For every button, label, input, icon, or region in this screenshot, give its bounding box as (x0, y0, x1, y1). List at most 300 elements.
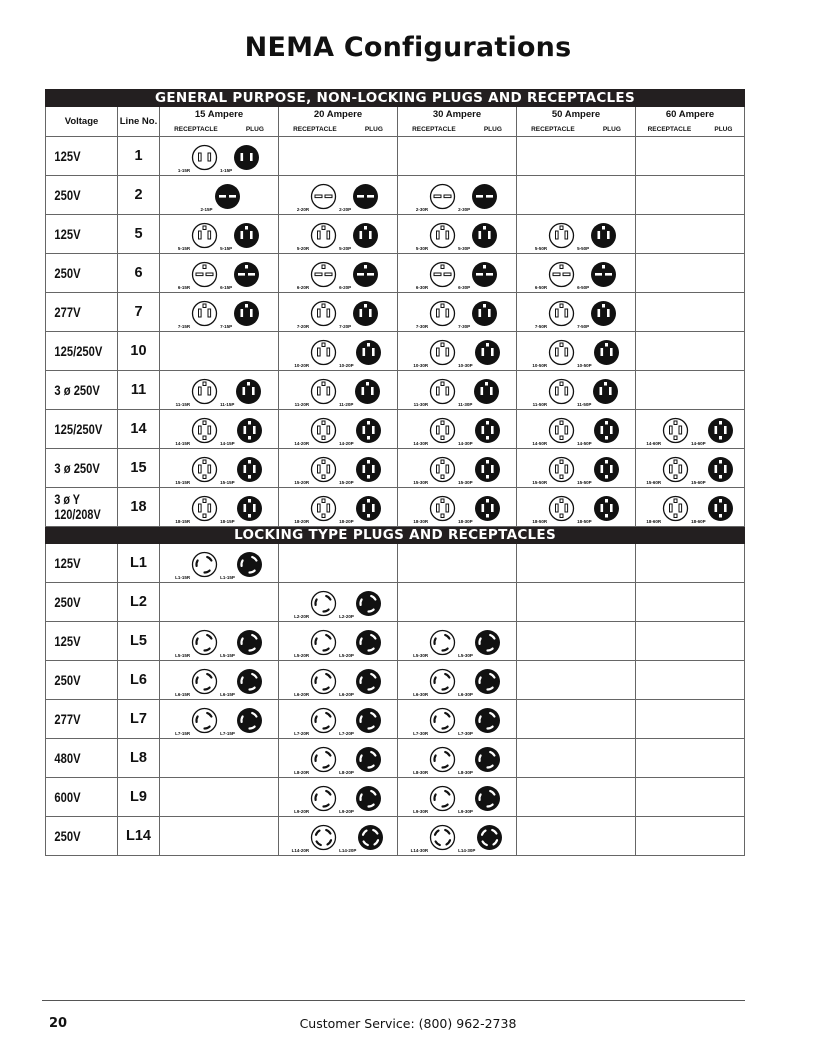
configuration-row (46, 778, 745, 817)
receptacle-face-icon (310, 183, 337, 210)
ampere-cell (279, 176, 398, 215)
plug-configuration (691, 417, 734, 448)
receptacle-configuration (175, 551, 218, 582)
receptacle-face-icon (429, 417, 456, 444)
device-pair (279, 661, 397, 699)
plug-face-icon (474, 339, 501, 366)
receptacle-configuration (416, 222, 456, 253)
device-pair (517, 254, 635, 292)
line-no-column-header: Line No. (118, 107, 160, 137)
receptacle-configuration (532, 495, 575, 526)
configuration-code: 14-50R (532, 441, 548, 446)
configuration-code: L2-20R (294, 614, 310, 619)
ampere-cell (636, 176, 745, 215)
receptacle-face-icon (191, 222, 218, 249)
ampere-cell (517, 544, 636, 583)
device-pair (160, 254, 278, 292)
receptacle-configuration (294, 495, 337, 526)
plug-face-icon (355, 590, 382, 617)
plug-label: PLUG (483, 125, 502, 133)
ampere-cell (160, 817, 279, 856)
configuration-code: 2-30R (415, 207, 429, 212)
ampere-cell (160, 176, 279, 215)
configuration-code: L5-20P (339, 653, 354, 658)
receptacle-configuration (416, 300, 456, 331)
ampere-cell (398, 215, 517, 254)
line-number-cell: L14 (118, 817, 160, 856)
configuration-code: 7-15P (220, 324, 233, 329)
page-title: NEMA Configurations (244, 32, 572, 63)
ampere-cell (160, 410, 279, 449)
configuration-code: L9-30R (413, 809, 429, 814)
plug-face-icon (352, 183, 379, 210)
device-pair (398, 371, 516, 409)
device-pair (398, 488, 516, 526)
configuration-code: 2-20R (296, 207, 310, 212)
device-pair (398, 449, 516, 487)
configuration-row (46, 332, 745, 371)
ampere-cell (636, 817, 745, 856)
device-pair (160, 544, 278, 582)
ampere-header: 30 Ampere (398, 107, 517, 123)
configuration-code: 2-15P (200, 207, 213, 212)
device-pair (517, 449, 635, 487)
ampere-cell (160, 739, 279, 778)
receptacle-configuration (175, 629, 218, 660)
configuration-code: L7-30P (458, 731, 473, 736)
ampere-cell (517, 700, 636, 739)
configuration-row (46, 215, 745, 254)
receptacle-face-icon (429, 785, 456, 812)
ampere-cell (517, 293, 636, 332)
ampere-cell (279, 293, 398, 332)
ampere-cell (398, 544, 517, 583)
receptacle-face-icon (310, 707, 337, 734)
configuration-code: 18-30P (458, 519, 473, 524)
plug-configuration (458, 456, 501, 487)
plug-face-icon (476, 824, 503, 851)
receptacle-plug-subheader (160, 122, 279, 137)
configuration-code: L14-20R (291, 848, 310, 853)
ampere-cell (160, 661, 279, 700)
section-title: LOCKING TYPE PLUGS AND RECEPTACLES (46, 527, 745, 544)
device-pair (279, 254, 397, 292)
receptacle-configuration (294, 785, 337, 816)
line-number-cell: 5 (118, 215, 160, 254)
receptacle-face-icon (191, 144, 218, 171)
plug-face-icon (593, 495, 620, 522)
device-pair (398, 661, 516, 699)
ampere-cell (160, 332, 279, 371)
configuration-row (46, 488, 745, 527)
line-number-cell: 10 (118, 332, 160, 371)
plug-configuration (577, 417, 620, 448)
plug-configuration (458, 785, 501, 816)
configuration-code: 18-50P (577, 519, 592, 524)
ampere-cell (160, 700, 279, 739)
plug-configuration (577, 339, 620, 370)
plug-face-icon (355, 746, 382, 773)
voltage-column-header: Voltage (46, 107, 118, 137)
ampere-cell (398, 254, 517, 293)
configuration-code: L5-30R (413, 653, 429, 658)
receptacle-configuration (294, 590, 337, 621)
device-pair (160, 293, 278, 331)
device-pair (279, 332, 397, 370)
receptacle-configuration (413, 456, 456, 487)
line-number-cell: 1 (118, 137, 160, 176)
receptacle-face-icon (429, 300, 456, 327)
ampere-header: 60 Ampere (636, 107, 745, 123)
ampere-cell (636, 544, 745, 583)
receptacle-configuration (532, 456, 575, 487)
receptacle-face-icon (429, 495, 456, 522)
receptacle-face-icon (310, 629, 337, 656)
ampere-header-row (46, 107, 745, 123)
receptacle-configuration (413, 707, 456, 738)
voltage-cell: 250V (46, 176, 104, 215)
plug-configuration (458, 261, 498, 292)
configuration-code: 14-20P (339, 441, 354, 446)
receptacle-face-icon (191, 378, 218, 405)
plug-configuration (691, 456, 734, 487)
configuration-code: 14-60P (691, 441, 706, 446)
device-pair (398, 739, 516, 777)
configuration-row (46, 622, 745, 661)
footer-divider (42, 1000, 745, 1001)
line-number-cell: L8 (118, 739, 160, 778)
plug-label: PLUG (714, 125, 733, 133)
plug-face-icon (473, 378, 500, 405)
ampere-cell (398, 622, 517, 661)
plug-face-icon (233, 300, 260, 327)
plug-face-icon (236, 456, 263, 483)
configuration-code: 5-15R (177, 246, 191, 251)
configuration-code: 7-20R (296, 324, 310, 329)
receptacle-face-icon (191, 668, 218, 695)
device-pair (279, 215, 397, 253)
configuration-code: 10-50R (532, 363, 548, 368)
voltage-cell: 480V (46, 739, 104, 778)
ampere-header: 20 Ampere (279, 107, 398, 123)
plug-face-icon (355, 668, 382, 695)
receptacle-configuration (416, 261, 456, 292)
plug-face-icon (474, 785, 501, 812)
plug-face-icon (355, 417, 382, 444)
ampere-cell (517, 371, 636, 410)
receptacle-face-icon (310, 378, 337, 405)
voltage-cell: 3 ø 250V (46, 371, 104, 410)
plug-face-icon (355, 707, 382, 734)
configuration-code: 11-30P (458, 402, 473, 407)
device-pair (279, 583, 397, 621)
configuration-code: L7-20P (339, 731, 354, 736)
ampere-cell (398, 661, 517, 700)
receptacle-face-icon (191, 261, 218, 288)
configuration-code: 15-60P (691, 480, 706, 485)
line-number-cell: 14 (118, 410, 160, 449)
plug-configuration (220, 378, 262, 409)
voltage-cell: 125/250V (46, 410, 104, 449)
plug-face-icon (471, 261, 498, 288)
device-pair (279, 700, 397, 738)
ampere-cell (160, 293, 279, 332)
device-pair (279, 410, 397, 448)
line-number-cell: L6 (118, 661, 160, 700)
line-number-cell: 11 (118, 371, 160, 410)
plug-configuration (458, 746, 501, 777)
receptacle-configuration (411, 824, 457, 855)
ampere-cell (636, 215, 745, 254)
receptacle-face-icon (310, 261, 337, 288)
plug-face-icon (352, 261, 379, 288)
receptacle-configuration (535, 222, 575, 253)
plug-configuration (458, 339, 501, 370)
receptacle-face-icon (310, 495, 337, 522)
ampere-cell (279, 544, 398, 583)
ampere-cell (160, 215, 279, 254)
device-pair (398, 410, 516, 448)
plug-configuration (458, 300, 498, 331)
receptacle-configuration (294, 746, 337, 777)
device-pair (398, 176, 516, 214)
ampere-cell (517, 449, 636, 488)
line-number-cell: 7 (118, 293, 160, 332)
configuration-code: L7-20R (294, 731, 310, 736)
ampere-cell (279, 700, 398, 739)
device-pair (160, 488, 278, 526)
ampere-cell (636, 137, 745, 176)
configuration-code: 6-30R (415, 285, 429, 290)
plug-configuration (339, 495, 382, 526)
configuration-code: 6-50P (577, 285, 590, 290)
ampere-cell (279, 449, 398, 488)
receptacle-face-icon (429, 707, 456, 734)
receptacle-configuration (175, 668, 218, 699)
ampere-cell (279, 583, 398, 622)
ampere-cell (517, 215, 636, 254)
configuration-code: 7-50P (577, 324, 590, 329)
ampere-cell (517, 583, 636, 622)
configuration-code: L8-30R (413, 770, 429, 775)
plug-face-icon (352, 222, 379, 249)
plug-face-icon (233, 222, 260, 249)
ampere-cell (517, 332, 636, 371)
voltage-cell (46, 488, 104, 527)
device-pair (636, 488, 744, 526)
plug-face-icon (355, 339, 382, 366)
device-pair (279, 176, 397, 214)
plug-face-icon (593, 456, 620, 483)
configuration-code: 5-20P (339, 246, 352, 251)
voltage-cell: 125V (46, 544, 104, 583)
device-pair (160, 410, 278, 448)
plug-face-icon (236, 417, 263, 444)
configuration-code: 6-15R (177, 285, 191, 290)
configuration-row (46, 700, 745, 739)
plug-face-icon (474, 456, 501, 483)
receptacle-configuration (175, 456, 218, 487)
device-pair (160, 449, 278, 487)
configuration-code: L8-20P (339, 770, 354, 775)
ampere-cell (279, 817, 398, 856)
plug-configuration (339, 300, 379, 331)
configuration-code: L9-20P (339, 809, 354, 814)
plug-face-icon (707, 456, 734, 483)
configuration-row (46, 254, 745, 293)
plug-face-icon (474, 746, 501, 773)
receptacle-face-icon (429, 261, 456, 288)
configuration-code: L6-30R (413, 692, 429, 697)
device-pair (160, 215, 278, 253)
receptacle-face-icon (548, 378, 575, 405)
receptacle-configuration (294, 629, 337, 660)
receptacle-configuration (413, 417, 456, 448)
plug-configuration (577, 495, 620, 526)
configuration-code: 18-60R (646, 519, 662, 524)
configuration-code: 15-30R (413, 480, 429, 485)
plug-configuration (458, 824, 503, 855)
receptacle-configuration (532, 339, 575, 370)
configuration-code: 18-60P (691, 519, 706, 524)
receptacle-configuration (292, 824, 338, 855)
configuration-row (46, 293, 745, 332)
device-pair (398, 293, 516, 331)
plug-label: PLUG (245, 125, 264, 133)
plug-configuration (577, 456, 620, 487)
configuration-code: 10-20R (294, 363, 310, 368)
configuration-row (46, 739, 745, 778)
plug-configuration (458, 495, 501, 526)
receptacle-configuration (413, 668, 456, 699)
section-title: GENERAL PURPOSE, NON-LOCKING PLUGS AND RECEPTACLES (46, 90, 745, 107)
receptacle-configuration (294, 339, 337, 370)
ampere-cell (636, 488, 745, 527)
ampere-cell (517, 410, 636, 449)
ampere-cell (398, 778, 517, 817)
device-pair (279, 778, 397, 816)
ampere-cell (160, 449, 279, 488)
configuration-code: L9-20R (294, 809, 310, 814)
receptacle-face-icon (548, 417, 575, 444)
plug-configuration (339, 746, 382, 777)
configuration-code: L7-15P (220, 731, 235, 736)
receptacle-face-icon (310, 785, 337, 812)
configuration-code: L5-15R (175, 653, 191, 658)
plug-face-icon (593, 339, 620, 366)
configuration-code: L2-20P (339, 614, 354, 619)
receptacle-configuration (646, 495, 689, 526)
plug-configuration (339, 707, 382, 738)
ampere-cell (517, 817, 636, 856)
configuration-code: 5-30R (415, 246, 429, 251)
plug-configuration (339, 417, 382, 448)
ampere-cell (517, 488, 636, 527)
voltage-line-1: 3 ø Y (53, 492, 80, 507)
voltage-cell: 250V (46, 661, 104, 700)
plug-configuration (220, 551, 263, 582)
configuration-row (46, 137, 745, 176)
plug-face-icon (233, 144, 260, 171)
receptacle-plug-subheader (517, 122, 636, 137)
receptacle-configuration (413, 629, 456, 660)
line-number-cell: L7 (118, 700, 160, 739)
plug-configuration (220, 261, 260, 292)
plug-configuration (458, 629, 501, 660)
plug-face-icon (590, 222, 617, 249)
ampere-cell (517, 176, 636, 215)
configuration-code: L7-15R (175, 731, 191, 736)
voltage-cell: 600V (46, 778, 104, 817)
configuration-code: 10-50P (577, 363, 592, 368)
ampere-cell (398, 137, 517, 176)
configuration-row (46, 410, 745, 449)
plug-label: PLUG (364, 125, 383, 133)
ampere-cell (398, 488, 517, 527)
receptacle-face-icon (310, 456, 337, 483)
ampere-cell (160, 544, 279, 583)
plug-configuration (220, 668, 263, 699)
ampere-cell (279, 215, 398, 254)
voltage-cell: 250V (46, 254, 104, 293)
plug-face-icon (236, 668, 263, 695)
configuration-code: L5-15P (220, 653, 235, 658)
device-pair (517, 332, 635, 370)
plug-face-icon (471, 222, 498, 249)
device-pair (279, 622, 397, 660)
plug-configuration (220, 456, 263, 487)
receptacle-face-icon (548, 300, 575, 327)
ampere-cell (517, 661, 636, 700)
device-pair (279, 817, 397, 855)
plug-configuration (577, 378, 619, 409)
receptacle-configuration (413, 746, 456, 777)
configuration-code: L14-30P (458, 848, 476, 853)
receptacle-plug-subheader (636, 122, 745, 137)
configuration-code: 5-50P (577, 246, 590, 251)
ampere-cell (279, 371, 398, 410)
receptacle-label: RECEPTACLE (174, 125, 218, 133)
device-pair (279, 488, 397, 526)
configuration-code: 14-15R (175, 441, 191, 446)
voltage-line-2: 120/208V (53, 507, 101, 522)
configuration-row (46, 661, 745, 700)
ampere-cell (636, 449, 745, 488)
configuration-code: 10-30R (413, 363, 429, 368)
ampere-cell (398, 817, 517, 856)
plug-configuration (220, 222, 260, 253)
plug-configuration (458, 222, 498, 253)
receptacle-face-icon (548, 339, 575, 366)
plug-configuration (339, 339, 382, 370)
ampere-cell (160, 254, 279, 293)
line-number-cell: L2 (118, 583, 160, 622)
plug-face-icon (707, 495, 734, 522)
device-pair (160, 176, 278, 214)
plug-configuration (339, 183, 379, 214)
receptacle-configuration (413, 495, 456, 526)
configuration-code: 15-20R (294, 480, 310, 485)
receptacle-configuration (646, 417, 689, 448)
plug-configuration (458, 417, 501, 448)
receptacle-face-icon (310, 300, 337, 327)
plug-configuration (691, 495, 734, 526)
plug-face-icon (236, 551, 263, 578)
voltage-cell: 3 ø 250V (46, 449, 104, 488)
plug-configuration (577, 300, 617, 331)
plug-configuration (220, 629, 263, 660)
plug-face-icon (590, 261, 617, 288)
